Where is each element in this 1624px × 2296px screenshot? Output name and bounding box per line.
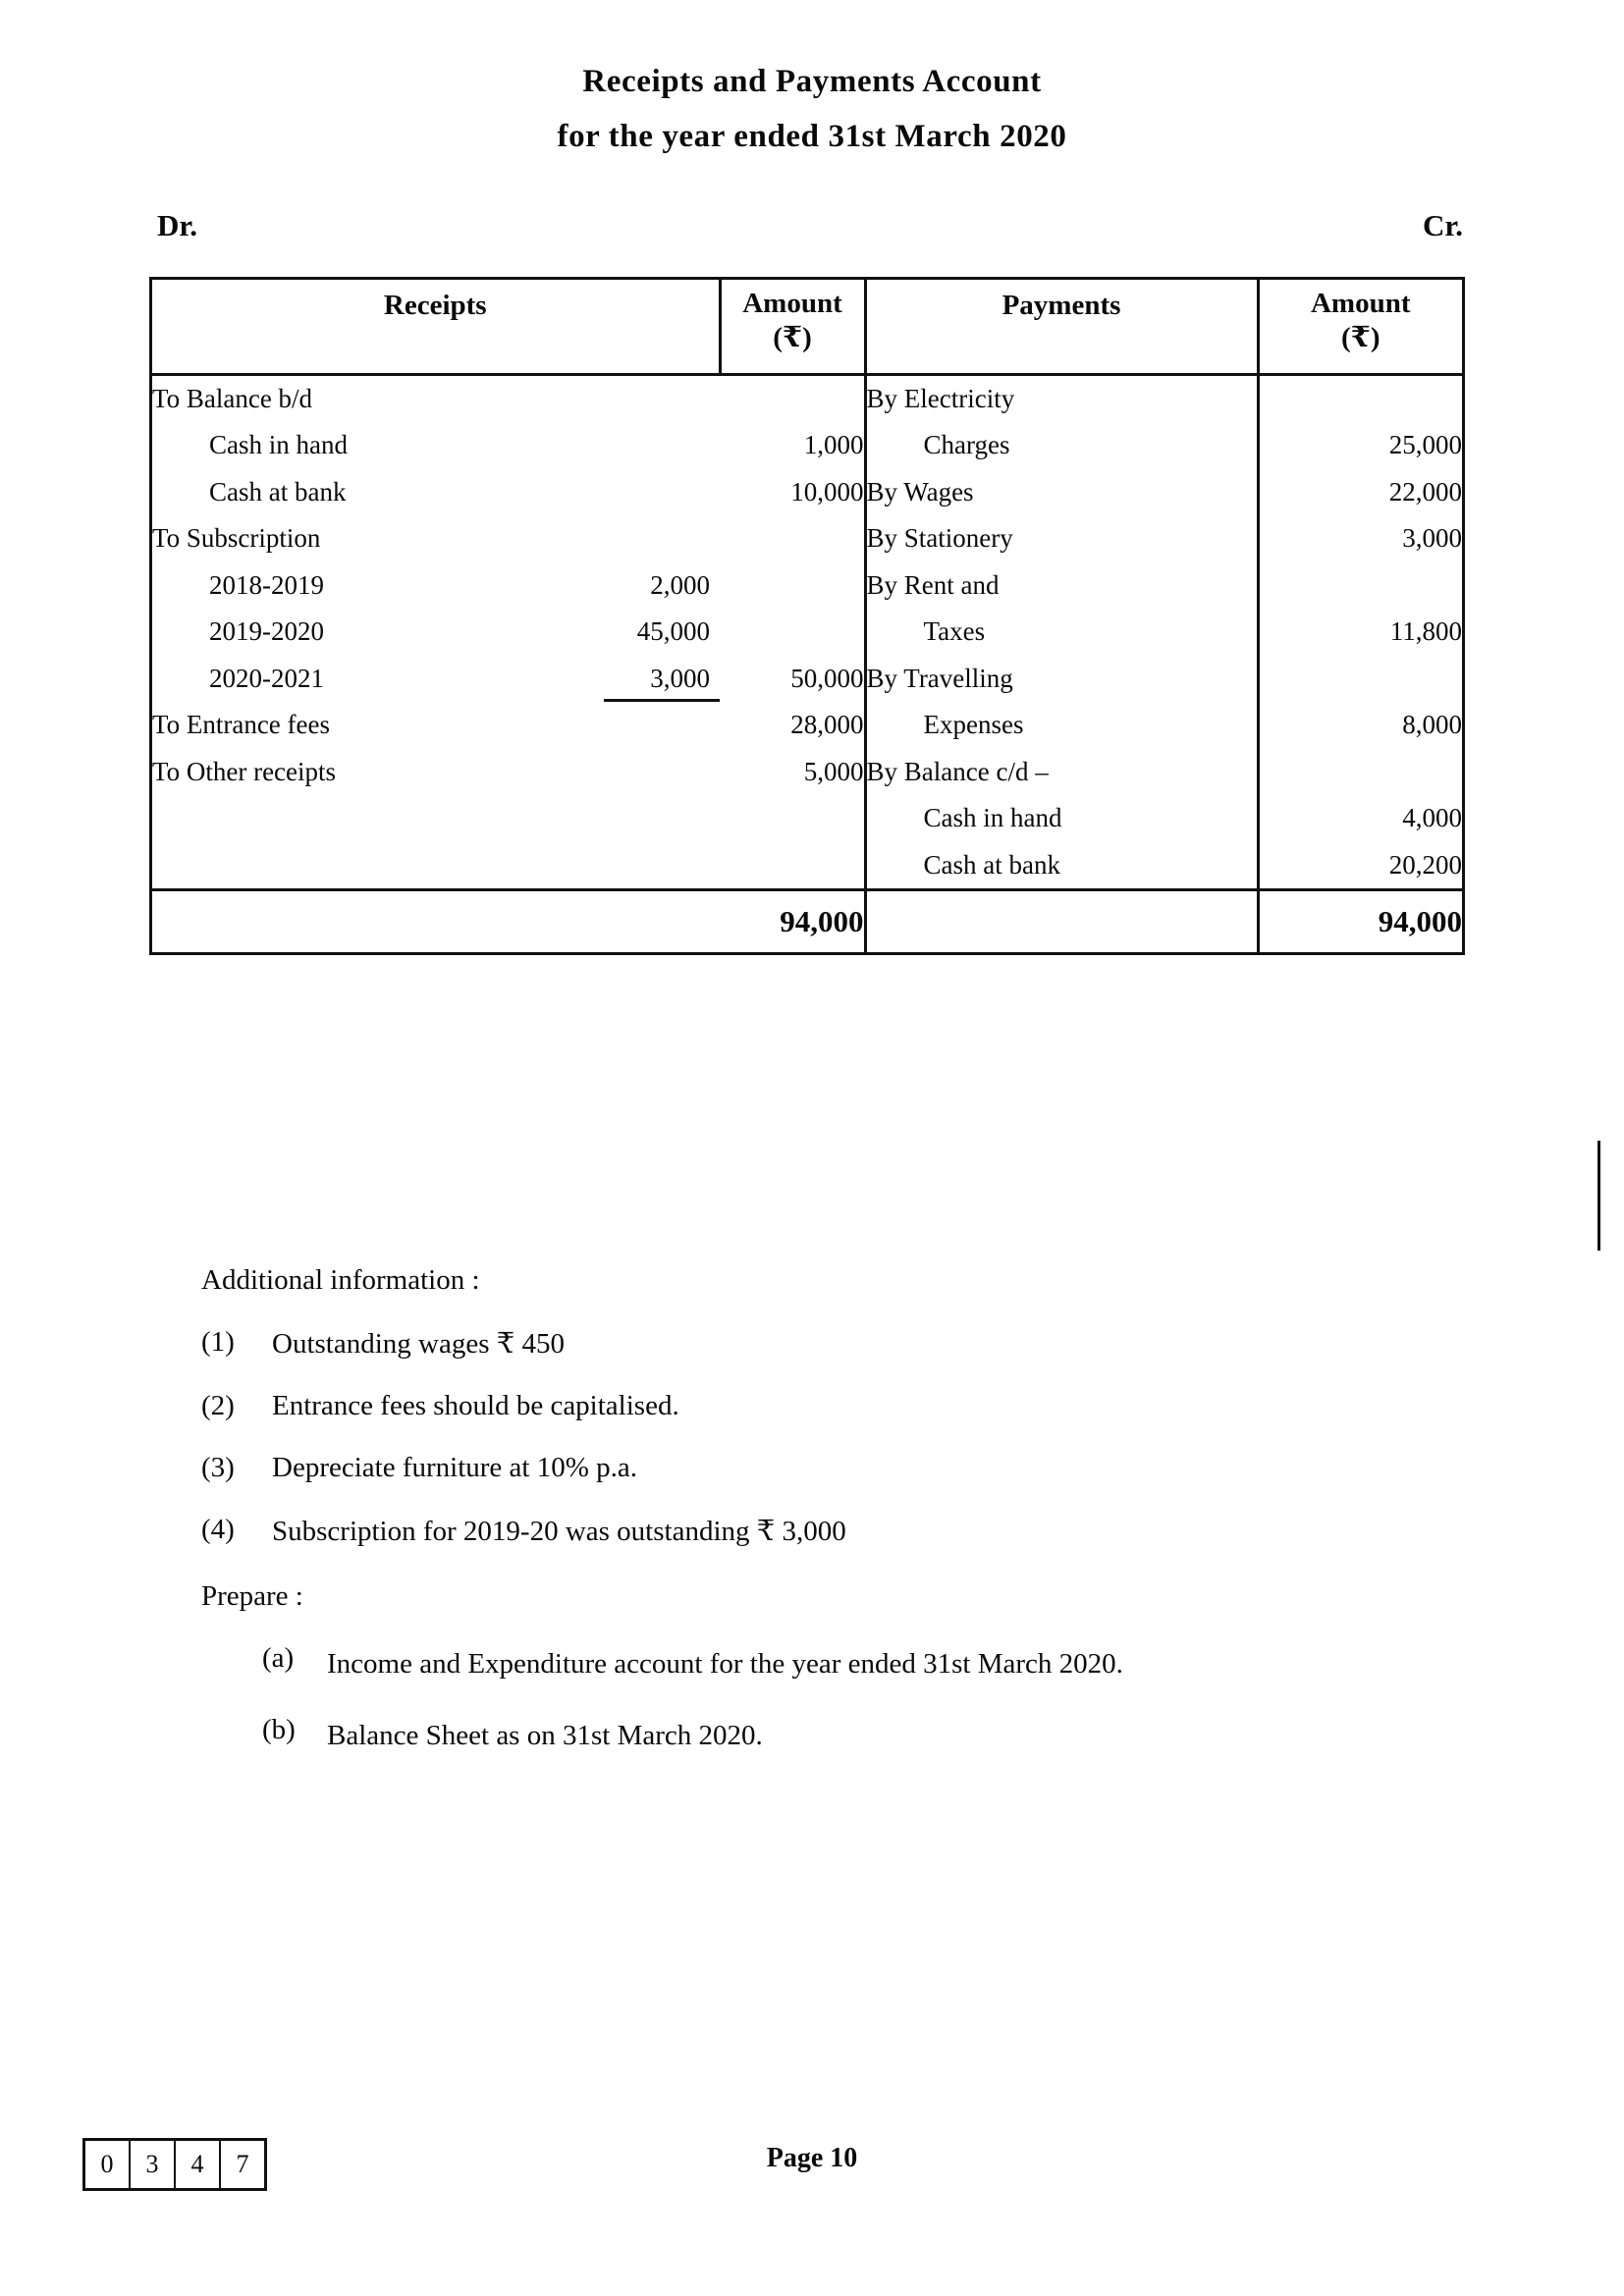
item-index: (a) bbox=[262, 1642, 295, 1674]
code-digit: 0 bbox=[85, 2141, 131, 2188]
column-header-payments: Payments bbox=[865, 280, 1258, 374]
receipt-amount bbox=[720, 795, 865, 842]
receipt-amount: 1,000 bbox=[720, 422, 865, 469]
amount-left-word: Amount bbox=[742, 288, 842, 319]
total-spacer-payments bbox=[865, 890, 1258, 953]
receipt-amount: 28,000 bbox=[720, 702, 865, 749]
receipt-amount bbox=[720, 515, 865, 562]
list-item bbox=[201, 1514, 1478, 1548]
receipt-label bbox=[152, 842, 574, 890]
receipt-label: To Balance b/d bbox=[152, 383, 313, 413]
receipt-amount bbox=[720, 609, 865, 656]
receipt-label: 2019-2020 bbox=[209, 616, 324, 646]
payment-label: By Wages bbox=[865, 469, 1258, 516]
item-index: (1) bbox=[201, 1326, 235, 1358]
item-text: Outstanding wages ₹ 450 bbox=[272, 1328, 565, 1360]
credit-label: Cr. bbox=[1422, 208, 1463, 242]
column-header-amount-left bbox=[720, 280, 865, 374]
payment-amount bbox=[1258, 656, 1462, 703]
list-item bbox=[201, 1452, 1478, 1484]
margin-tick-mark bbox=[1597, 1141, 1600, 1251]
list-item bbox=[201, 1390, 1478, 1422]
table-row bbox=[152, 702, 1462, 749]
table-header-row bbox=[152, 280, 1462, 374]
column-header-amount-right bbox=[1258, 280, 1462, 374]
table-row bbox=[152, 469, 1462, 516]
receipt-sub-amount: 3,000 bbox=[574, 656, 720, 703]
title-line-2: for the year ended 31st March 2020 bbox=[557, 119, 1067, 154]
receipt-label: To Entrance fees bbox=[152, 710, 331, 739]
payment-amount bbox=[1258, 749, 1462, 796]
item-index: (4) bbox=[201, 1514, 235, 1545]
receipt-sub-amount bbox=[574, 374, 720, 422]
table-row bbox=[152, 515, 1462, 562]
page-title bbox=[0, 57, 1624, 161]
code-digit: 4 bbox=[176, 2141, 221, 2188]
total-receipts-amount: 94,000 bbox=[720, 890, 865, 953]
receipt-label bbox=[152, 795, 574, 842]
receipt-sub-amount bbox=[574, 469, 720, 516]
receipt-sub-amount bbox=[574, 749, 720, 796]
prepare-section bbox=[201, 1580, 1478, 1786]
item-text: Income and Expenditure account for the year ended 31st March 2020. bbox=[327, 1648, 1123, 1680]
payment-amount: 25,000 bbox=[1388, 430, 1462, 459]
additional-information-heading: Additional information : bbox=[201, 1264, 480, 1296]
receipt-amount: 50,000 bbox=[720, 656, 865, 703]
receipt-amount: 5,000 bbox=[720, 749, 865, 796]
list-item bbox=[201, 1642, 1478, 1686]
payment-label: By Stationery bbox=[865, 515, 1258, 562]
payment-amount: 8,000 bbox=[1402, 710, 1462, 739]
receipt-sub-amount: 45,000 bbox=[636, 616, 710, 646]
payment-amount: 3,000 bbox=[1402, 523, 1462, 553]
amount-left-currency: (₹) bbox=[773, 322, 812, 354]
payment-amount: 20,200 bbox=[1388, 849, 1462, 880]
item-index: (b) bbox=[262, 1713, 296, 1745]
receipt-label: 2020-2021 bbox=[209, 663, 324, 693]
code-digit: 7 bbox=[236, 2150, 249, 2178]
receipt-label: To Other receipts bbox=[152, 756, 337, 786]
table-row bbox=[152, 842, 1462, 890]
page-number: Page 10 bbox=[766, 2143, 858, 2173]
debit-label: Dr. bbox=[157, 208, 198, 242]
item-text: Subscription for 2019-20 was outstanding ₹ 3,000 bbox=[272, 1516, 846, 1547]
payment-label: By Balance c/d – bbox=[865, 749, 1258, 796]
receipt-sub-amount bbox=[574, 702, 720, 749]
item-index: (2) bbox=[201, 1390, 235, 1421]
receipt-sub-amount bbox=[574, 842, 720, 890]
payment-label: Expenses bbox=[865, 702, 1258, 749]
additional-information-section bbox=[201, 1264, 1478, 1577]
table-row bbox=[152, 609, 1462, 656]
column-header-receipts: Receipts bbox=[152, 280, 720, 374]
receipt-sub-amount: 2,000 bbox=[650, 569, 710, 600]
title-line-1: Receipts and Payments Account bbox=[582, 64, 1042, 99]
item-index: (3) bbox=[201, 1452, 235, 1483]
receipt-sub-amount bbox=[574, 422, 720, 469]
payment-amount bbox=[1258, 562, 1462, 610]
item-text: Entrance fees should be capitalised. bbox=[272, 1390, 679, 1421]
total-spacer-left bbox=[152, 890, 574, 953]
receipt-label: 2018-2019 bbox=[209, 569, 324, 600]
table-row bbox=[152, 795, 1462, 842]
payment-label: Taxes bbox=[865, 609, 1258, 656]
amount-right-word: Amount bbox=[1310, 288, 1411, 319]
payment-amount bbox=[1258, 374, 1462, 422]
table-row bbox=[152, 422, 1462, 469]
receipts-payments-table bbox=[149, 277, 1465, 955]
receipt-amount bbox=[720, 562, 865, 610]
receipt-amount bbox=[720, 374, 865, 422]
debit-credit-labels bbox=[157, 208, 1463, 243]
receipt-amount: 10,000 bbox=[720, 469, 865, 516]
payment-label: Cash in hand bbox=[865, 795, 1258, 842]
table-row bbox=[152, 749, 1462, 796]
list-item bbox=[201, 1326, 1478, 1361]
payment-label: Charges bbox=[865, 422, 1258, 469]
item-text: Balance Sheet as on 31st March 2020. bbox=[327, 1719, 763, 1751]
prepare-heading: Prepare : bbox=[201, 1580, 303, 1612]
item-text: Depreciate furniture at 10% p.a. bbox=[272, 1452, 637, 1483]
list-item bbox=[201, 1714, 1478, 1758]
payment-amount: 22,000 bbox=[1388, 476, 1462, 507]
total-payments-amount: 94,000 bbox=[1258, 890, 1462, 953]
code-digit: 3 bbox=[131, 2141, 176, 2188]
payment-amount: 4,000 bbox=[1402, 803, 1462, 832]
table-row bbox=[152, 374, 1462, 422]
payment-label: By Travelling bbox=[865, 656, 1258, 703]
payment-amount: 11,800 bbox=[1389, 616, 1462, 646]
table-total-row bbox=[152, 890, 1462, 953]
receipt-amount bbox=[720, 842, 865, 890]
receipt-label: To Subscription bbox=[152, 523, 321, 553]
receipt-sub-amount bbox=[574, 795, 720, 842]
table-row bbox=[152, 656, 1462, 703]
total-spacer-sub bbox=[574, 890, 720, 953]
table-row bbox=[152, 562, 1462, 610]
receipt-sub-amount bbox=[574, 515, 720, 562]
amount-right-currency: (₹) bbox=[1341, 322, 1380, 354]
payment-label: By Electricity bbox=[865, 374, 1258, 422]
payment-label: By Rent and bbox=[865, 562, 1258, 610]
receipt-label: Cash at bank bbox=[209, 476, 347, 507]
receipt-label: Cash in hand bbox=[209, 430, 348, 459]
payment-label: Cash at bank bbox=[865, 842, 1258, 890]
